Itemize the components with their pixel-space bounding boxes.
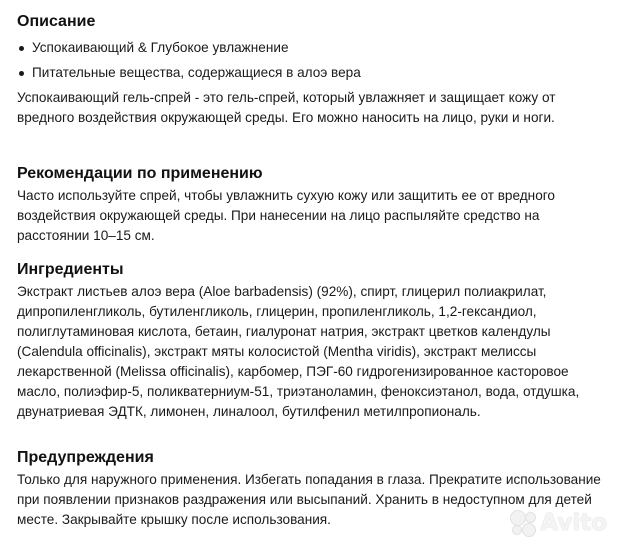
- avito-logo-icon: [510, 510, 536, 536]
- usage-title: Рекомендации по применению: [17, 165, 263, 182]
- warnings-title: Предупреждения: [17, 449, 154, 466]
- avito-watermark: [510, 510, 607, 536]
- usage-section: [17, 164, 607, 246]
- avito-wordmark: Avito: [540, 510, 607, 536]
- ingredients-text: Экстракт листьев алоэ вера (Aloe barbadensis) (92%), спирт, глицерил полиакрилат, дипропиленгликоль, бутиленгликоль, глицерин, пропиленгликоль, 1,2-гександиол, полиглутаминовая кислота, бетаин, гиалуронат натрия, экстракт цветков календулы (Calendula officinalis), экстракт мяты колосистой (Mentha viridis), экстракт мелиссы лекарственной (Melissa officinalis), карбомер, ПЭГ-60 гидрогенизированное касторовое масло, полиэфир-5, поликватерниум-51, триэтаноламин, феноксиэтанол, вода, отдушка, двунатриевая ЭДТК, лимонен, линалоол, бутилфенил метилпропиональ.: [17, 284, 580, 419]
- description-section: [17, 12, 601, 128]
- description-text: Успокаивающий гель-спрей - это гель-спрей, который увлажняет и защищает кожу от вредного воздействия окружающей среды. Его можно наносить на лицо, руки и ноги.: [17, 90, 556, 125]
- description-bullets: [17, 38, 601, 83]
- description-title: Описание: [17, 13, 96, 30]
- list-item: Питательные вещества, содержащиеся в алоэ вера: [17, 63, 601, 83]
- warnings-text: Только для наружного применения. Избегать попадания в глаза. Прекратите использование при появлении признаков раздражения или высыпаний. Хранить в недоступном для детей месте. Закрывайте крышку после использования.: [17, 472, 601, 527]
- list-item: Успокаивающий & Глубокое увлажнение: [17, 38, 601, 58]
- usage-text: Часто используйте спрей, чтобы увлажнить сухую кожу или защитить ее от вредного воздействия окружающей среды. При нанесении на лицо распыляйте средство на расстоянии 10–15 см.: [17, 188, 555, 243]
- ingredients-section: [17, 260, 587, 422]
- ingredients-title: Ингредиенты: [17, 261, 124, 278]
